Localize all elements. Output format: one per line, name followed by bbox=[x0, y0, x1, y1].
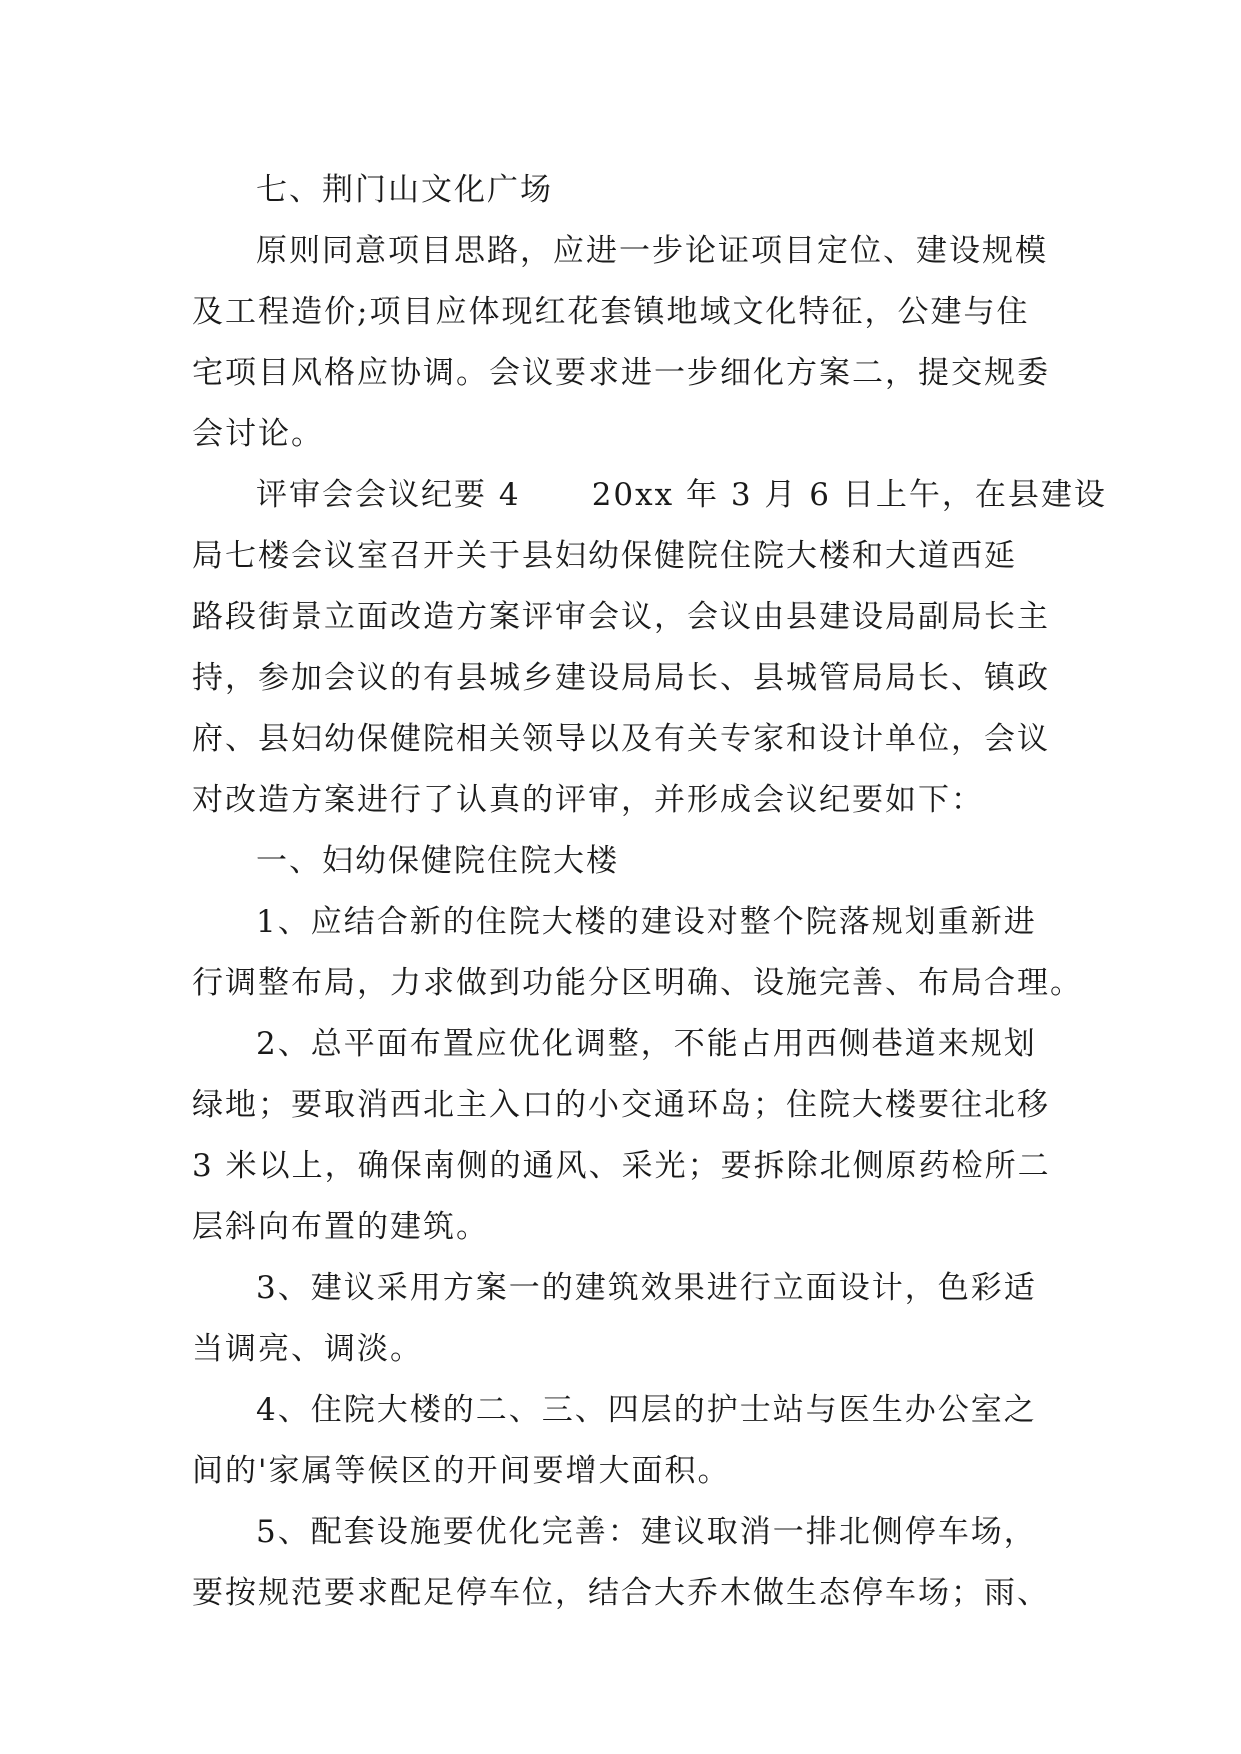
paragraph-line: 3 米以上，确保南侧的通风、采光；要拆除北侧原药检所二 bbox=[192, 1148, 1051, 1184]
paragraph-line: 4、住院大楼的二、三、四层的护士站与医生办公室之 bbox=[256, 1392, 1037, 1428]
paragraph-line: 1、应结合新的住院大楼的建设对整个院落规划重新进 bbox=[256, 904, 1037, 940]
paragraph-line: 宅项目风格应协调。会议要求进一步细化方案二，提交规委 bbox=[192, 355, 1050, 391]
paragraph-line: 间的'家属等候区的开间要增大面积。 bbox=[192, 1453, 731, 1489]
paragraph-line: 对改造方案进行了认真的评审，并形成会议纪要如下： bbox=[192, 782, 984, 818]
paragraph-line: 府、县妇幼保健院相关领导以及有关专家和设计单位，会议 bbox=[192, 721, 1050, 757]
section-heading-7: 七、荆门山文化广场 bbox=[256, 172, 553, 208]
paragraph-line: 局七楼会议室召开关于县妇幼保健院住院大楼和大道西延 bbox=[192, 538, 1017, 574]
document-body bbox=[192, 160, 1107, 1624]
paragraph-line: 当调亮、调淡。 bbox=[192, 1331, 423, 1367]
paragraph-line: 持，参加会议的有县城乡建设局局长、县城管局局长、镇政 bbox=[192, 660, 1050, 696]
paragraph-line: 3、建议采用方案一的建筑效果进行立面设计，色彩适 bbox=[256, 1270, 1037, 1306]
paragraph-line: 会讨论。 bbox=[192, 416, 324, 452]
paragraph-line: 行调整布局，力求做到功能分区明确、设施完善、布局合理。 bbox=[192, 965, 1083, 1001]
paragraph-line: 及工程造价;项目应体现红花套镇地域文化特征，公建与住 bbox=[192, 294, 1030, 330]
paragraph-line: 5、配套设施要优化完善：建议取消一排北侧停车场， bbox=[256, 1514, 1037, 1550]
paragraph-line: 要按规范要求配足停车位，结合大乔木做生态停车场；雨、 bbox=[192, 1575, 1050, 1611]
paragraph-line: 2、总平面布置应优化调整，不能占用西侧巷道来规划 bbox=[256, 1026, 1037, 1062]
section-heading-1: 一、妇幼保健院住院大楼 bbox=[256, 843, 619, 879]
paragraph-line: 评审会会议纪要 4 20xx 年 3 月 6 日上午，在县建设 bbox=[256, 477, 1107, 513]
paragraph-line: 路段街景立面改造方案评审会议，会议由县建设局副局长主 bbox=[192, 599, 1050, 635]
paragraph-line: 层斜向布置的建筑。 bbox=[192, 1209, 489, 1245]
paragraph-line: 原则同意项目思路，应进一步论证项目定位、建设规模 bbox=[256, 233, 1048, 269]
paragraph-line: 绿地；要取消西北主入口的小交通环岛；住院大楼要往北移 bbox=[192, 1087, 1050, 1123]
